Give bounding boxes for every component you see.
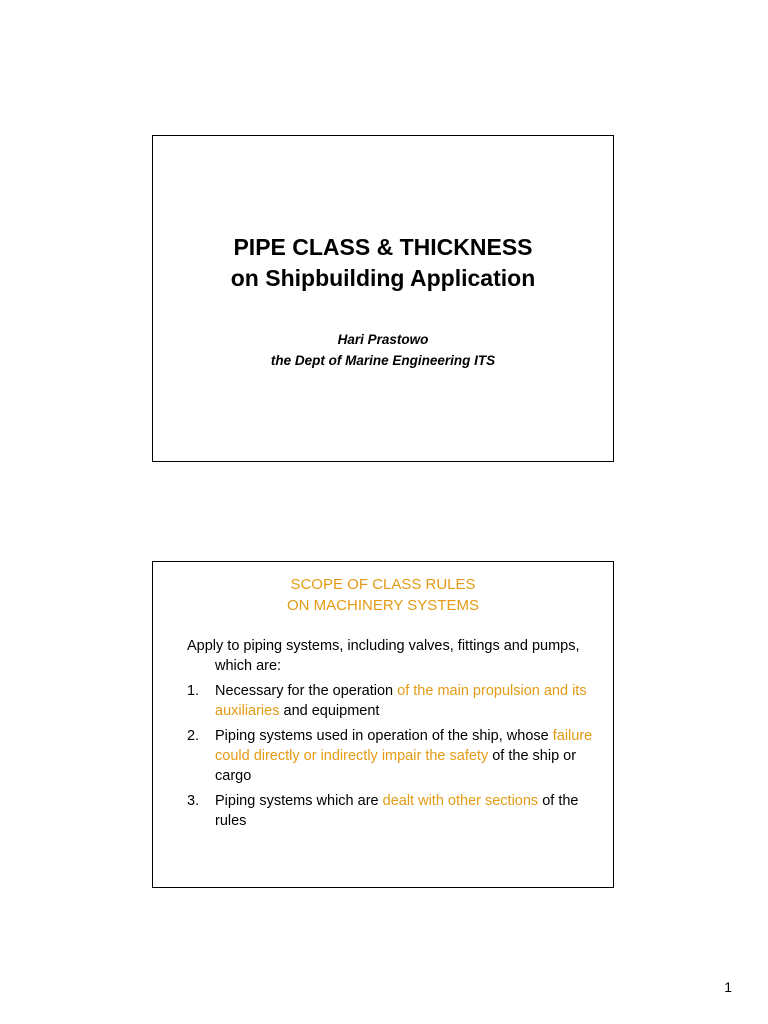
list-item-text-end: and equipment [279, 703, 380, 719]
list-item [187, 791, 597, 831]
author-block [153, 329, 613, 371]
list-item-text-start: Piping systems which are [215, 793, 383, 809]
list-item [187, 726, 597, 786]
list-item-number: 1. [187, 683, 200, 699]
title-slide [152, 135, 614, 462]
scope-heading [153, 574, 613, 616]
author-affiliation: the Dept of Marine Engineering ITS [270, 353, 496, 368]
slide-title [153, 232, 613, 294]
scope-body [187, 636, 597, 831]
list-item [187, 681, 597, 721]
list-item-text [215, 681, 597, 721]
intro-paragraph: Apply to piping systems, including valves, fittings and pumps, which are: [187, 638, 580, 674]
author-name: Hari Prastowo [337, 332, 429, 347]
scope-heading-line-2: ON MACHINERY SYSTEMS [287, 597, 479, 614]
list-item-text-start: Piping systems used in operation of the ship, whose [215, 728, 553, 744]
list-item-text [215, 726, 597, 786]
list-item-highlight: of the main propulsion and its auxiliaries [215, 683, 587, 719]
list-item-text [215, 791, 597, 831]
title-line-1: PIPE CLASS & THICKNESS [233, 234, 533, 260]
list-item-text-start: Necessary for the operation [215, 683, 398, 699]
list-item-highlight: failure could directly or indirectly impair the safety [215, 728, 593, 764]
list-item-highlight: dealt with other sections [382, 793, 539, 809]
list-item-number: 3. [187, 793, 200, 809]
list-item-number: 2. [187, 728, 200, 744]
page-number: 1 [724, 979, 732, 995]
list-item-text-end: of the ship or cargo [215, 748, 577, 784]
title-line-2: on Shipbuilding Application [230, 265, 536, 291]
list-item-text-end: of the rules [215, 793, 579, 829]
scope-slide [152, 561, 614, 888]
scope-heading-line-1: SCOPE OF CLASS RULES [290, 576, 476, 593]
